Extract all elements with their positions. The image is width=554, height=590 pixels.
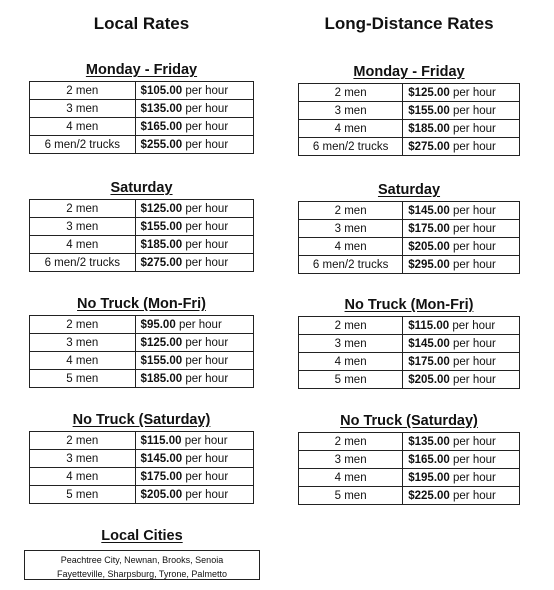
section-title: No Truck (Mon-Fri): [344, 297, 474, 313]
table-row: [299, 487, 520, 505]
price-cell: $295.00 per hour: [403, 256, 520, 274]
price-cell: $255.00 per hour: [135, 136, 253, 154]
long-weekday-section: [298, 62, 520, 156]
local-no-truck-saturday-section: [29, 410, 254, 504]
price-cell: $135.00 per hour: [135, 100, 253, 118]
table-row: [30, 82, 254, 100]
table-row: [30, 334, 254, 352]
crew-cell: 3 men: [299, 220, 403, 238]
rates-table: [298, 316, 520, 389]
long-no-truck-saturday-section: [298, 411, 520, 505]
table-row: [30, 200, 254, 218]
crew-cell: 6 men/2 trucks: [30, 136, 136, 154]
rates-table: [298, 83, 520, 156]
cities-line: Peachtree City, Newnan, Brooks, Senoia: [60, 555, 224, 565]
price-cell: $205.00 per hour: [403, 371, 520, 389]
price-cell: $185.00 per hour: [135, 236, 253, 254]
local-no-truck-weekday-section: [29, 294, 254, 388]
section-title: Local Cities: [101, 528, 183, 544]
table-row: [299, 102, 520, 120]
price-cell: $155.00 per hour: [135, 352, 253, 370]
local-saturday-section: [29, 178, 254, 272]
table-row: [30, 486, 254, 504]
crew-cell: 6 men/2 trucks: [30, 254, 136, 272]
crew-cell: 3 men: [299, 102, 403, 120]
price-cell: $105.00 per hour: [135, 82, 253, 100]
price-cell: $115.00 per hour: [135, 432, 253, 450]
price-cell: $115.00 per hour: [403, 317, 520, 335]
table-row: [30, 136, 254, 154]
price-cell: $165.00 per hour: [403, 451, 520, 469]
price-cell: $185.00 per hour: [403, 120, 520, 138]
price-cell: $205.00 per hour: [135, 486, 253, 504]
crew-cell: 6 men/2 trucks: [299, 256, 403, 274]
table-row: [299, 433, 520, 451]
price-cell: $275.00 per hour: [403, 138, 520, 156]
price-cell: $145.00 per hour: [403, 335, 520, 353]
price-cell: $205.00 per hour: [403, 238, 520, 256]
crew-cell: 3 men: [30, 450, 136, 468]
crew-cell: 2 men: [299, 317, 403, 335]
cities-box: [24, 550, 260, 580]
price-cell: $135.00 per hour: [403, 433, 520, 451]
crew-cell: 5 men: [299, 487, 403, 505]
price-cell: $95.00 per hour: [135, 316, 253, 334]
rates-table: [298, 201, 520, 274]
price-cell: $145.00 per hour: [403, 202, 520, 220]
long-no-truck-weekday-section: [298, 295, 520, 389]
crew-cell: 4 men: [30, 352, 136, 370]
table-row: [30, 118, 254, 136]
long-distance-rates-title: Long-Distance Rates: [324, 14, 494, 33]
cities-line: Fayetteville, Sharpsburg, Tyrone, Palmetto: [57, 569, 227, 579]
price-cell: $125.00 per hour: [403, 84, 520, 102]
crew-cell: 4 men: [299, 238, 403, 256]
crew-cell: 4 men: [299, 120, 403, 138]
crew-cell: 5 men: [30, 486, 136, 504]
price-cell: $155.00 per hour: [135, 218, 253, 236]
table-row: [299, 120, 520, 138]
crew-cell: 3 men: [299, 451, 403, 469]
table-row: [299, 353, 520, 371]
crew-cell: 3 men: [30, 218, 136, 236]
crew-cell: 4 men: [299, 353, 403, 371]
table-row: [30, 468, 254, 486]
price-cell: $225.00 per hour: [403, 487, 520, 505]
crew-cell: 2 men: [299, 202, 403, 220]
section-title: Monday - Friday: [353, 64, 465, 80]
section-title: No Truck (Saturday): [72, 412, 211, 428]
table-row: [299, 84, 520, 102]
section-title: No Truck (Saturday): [340, 413, 478, 429]
table-row: [299, 256, 520, 274]
table-row: [30, 254, 254, 272]
crew-cell: 2 men: [30, 432, 136, 450]
local-rates-title: Local Rates: [93, 14, 190, 33]
crew-cell: 3 men: [30, 100, 136, 118]
price-cell: $185.00 per hour: [135, 370, 253, 388]
price-cell: $275.00 per hour: [135, 254, 253, 272]
price-cell: $155.00 per hour: [403, 102, 520, 120]
table-row: [30, 352, 254, 370]
table-row: [30, 218, 254, 236]
table-row: [299, 138, 520, 156]
table-row: [299, 317, 520, 335]
crew-cell: 4 men: [30, 468, 136, 486]
crew-cell: 3 men: [30, 334, 136, 352]
price-cell: $125.00 per hour: [135, 200, 253, 218]
crew-cell: 4 men: [30, 236, 136, 254]
table-row: [299, 371, 520, 389]
section-title: Saturday: [110, 180, 173, 196]
table-row: [299, 335, 520, 353]
crew-cell: 2 men: [30, 82, 136, 100]
crew-cell: 5 men: [299, 371, 403, 389]
rates-table: [298, 432, 520, 505]
price-cell: $125.00 per hour: [135, 334, 253, 352]
crew-cell: 2 men: [299, 84, 403, 102]
rates-table: [29, 315, 254, 388]
section-title: Monday - Friday: [85, 62, 198, 78]
crew-cell: 5 men: [30, 370, 136, 388]
crew-cell: 4 men: [299, 469, 403, 487]
table-row: [30, 100, 254, 118]
table-row: [299, 220, 520, 238]
price-cell: $175.00 per hour: [403, 220, 520, 238]
rates-table: [29, 431, 254, 504]
price-cell: $195.00 per hour: [403, 469, 520, 487]
table-row: [30, 316, 254, 334]
crew-cell: 3 men: [299, 335, 403, 353]
table-row: [30, 370, 254, 388]
crew-cell: 4 men: [30, 118, 136, 136]
crew-cell: 2 men: [299, 433, 403, 451]
section-title: Saturday: [377, 182, 441, 198]
price-cell: $175.00 per hour: [135, 468, 253, 486]
table-row: [299, 469, 520, 487]
price-cell: $175.00 per hour: [403, 353, 520, 371]
table-row: [299, 451, 520, 469]
price-cell: $145.00 per hour: [135, 450, 253, 468]
table-row: [30, 236, 254, 254]
section-title: No Truck (Mon-Fri): [77, 296, 206, 312]
crew-cell: 2 men: [30, 200, 136, 218]
table-row: [299, 238, 520, 256]
local-weekday-section: [29, 60, 254, 154]
table-row: [299, 202, 520, 220]
long-saturday-section: [298, 180, 520, 274]
crew-cell: 2 men: [30, 316, 136, 334]
table-row: [30, 450, 254, 468]
local-cities-section: [24, 526, 260, 580]
rates-table: [29, 199, 254, 272]
rates-table: [29, 81, 254, 154]
table-row: [30, 432, 254, 450]
price-cell: $165.00 per hour: [135, 118, 253, 136]
crew-cell: 6 men/2 trucks: [299, 138, 403, 156]
